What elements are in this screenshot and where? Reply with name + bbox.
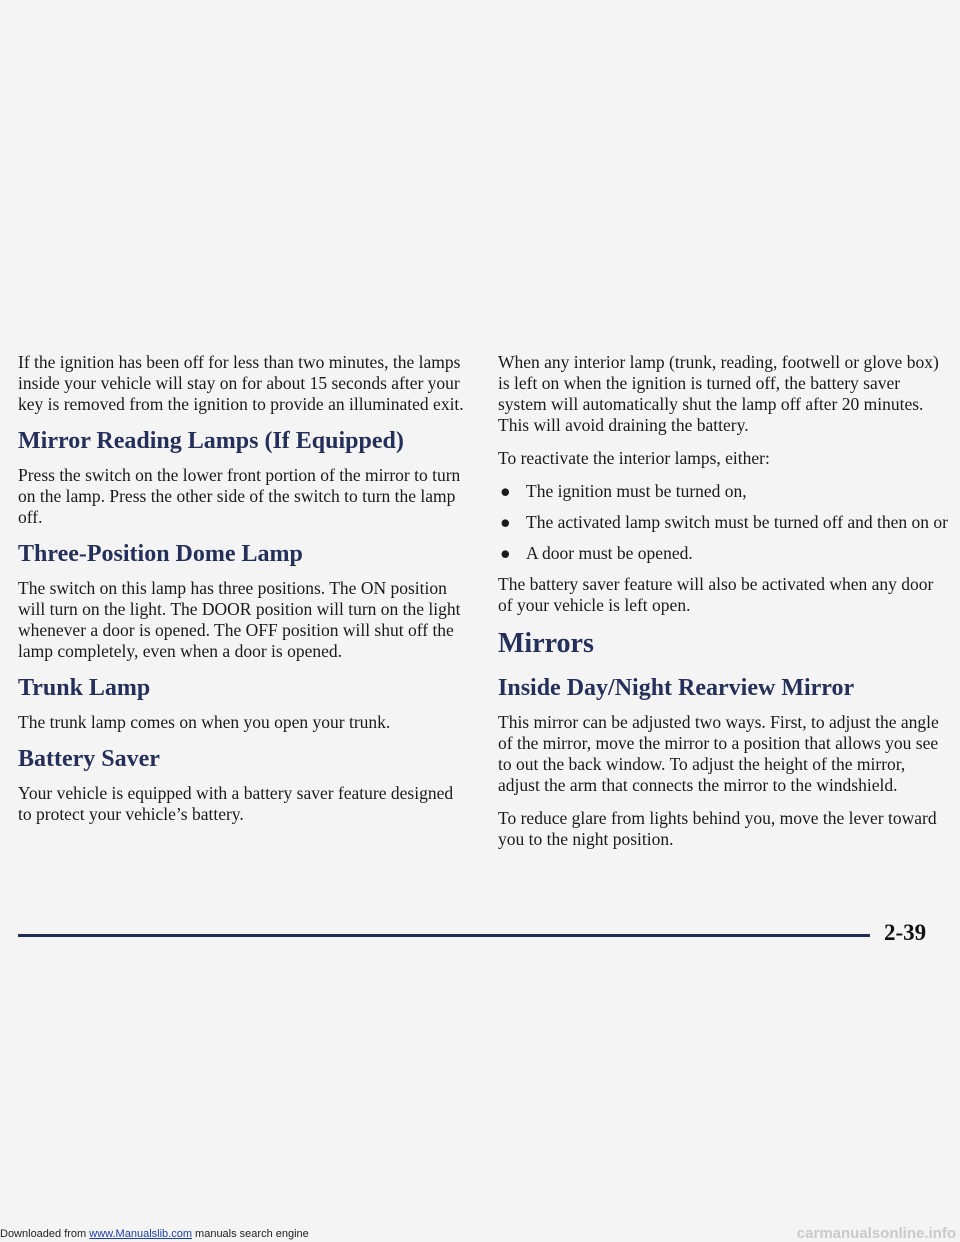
intro-paragraph: If the ignition has been off for less than two minutes, the lamps inside your vehicle will stay on for about 15 seconds after your key is removed from the ignition to provide an illuminated exit.	[18, 352, 464, 414]
glare-text: To reduce glare from lights behind you, move the lever toward you to the night position.	[498, 808, 937, 849]
mirror-reading-lamps-text: Press the switch on the lower front portion of the mirror to turn on the lamp. Press the other side of the switch to turn the lamp off.	[18, 465, 461, 527]
right-column	[498, 352, 948, 862]
footer-rule	[18, 934, 870, 937]
reactivate-list	[498, 481, 948, 564]
left-column	[18, 352, 464, 837]
battery-saver-heading: Battery Saver	[18, 746, 160, 772]
bullet-icon: ●	[500, 512, 511, 532]
page-number: 2-39	[884, 920, 927, 945]
download-footer: Downloaded from www.Manualslib.com manuals search engine	[0, 1228, 309, 1240]
manualslib-link[interactable]: www.Manualslib.com	[89, 1228, 192, 1240]
bullet-icon: ●	[500, 543, 511, 563]
watermark: carmanualsonline.info	[796, 1225, 956, 1242]
battery-saver-note: The battery saver feature will also be activated when any door of your vehicle is left open.	[498, 574, 934, 615]
list-item: ● The ignition must be turned on,	[500, 481, 747, 501]
mirrors-heading: Mirrors	[498, 628, 594, 659]
dome-lamp-text: The switch on this lamp has three positions. The ON position will turn on the light. The DOOR position will turn on the light whenever a door is opened. The OFF position will shut off the lamp completely, even when a door is opened.	[18, 578, 461, 661]
bullet-icon: ●	[500, 481, 511, 501]
trunk-lamp-heading: Trunk Lamp	[18, 675, 151, 701]
list-item: ● A door must be opened.	[500, 543, 693, 563]
reactivate-intro: To reactivate the interior lamps, either:	[498, 448, 770, 468]
mirror-reading-lamps-heading: Mirror Reading Lamps (If Equipped)	[18, 428, 404, 454]
list-item: ● The activated lamp switch must be turned off and then on or	[500, 512, 948, 532]
battery-saver-description: When any interior lamp (trunk, reading, footwell or glove box) is left on when the ignition is turned off, the battery saver system will automatically shut the lamp off after 20 minutes. This will avoid draining the battery.	[498, 352, 939, 435]
dome-lamp-heading: Three-Position Dome Lamp	[18, 541, 303, 567]
inside-mirror-text: This mirror can be adjusted two ways. First, to adjust the angle of the mirror, move the mirror to a position that allows you see to out the back window. To adjust the height of the mirror, adjust the arm that connects the mirror to the windshield.	[498, 712, 939, 795]
inside-mirror-heading: Inside Day/Night Rearview Mirror	[498, 675, 855, 701]
battery-saver-text: Your vehicle is equipped with a battery saver feature designed to protect your vehicle’s battery.	[18, 783, 454, 824]
trunk-lamp-text: The trunk lamp comes on when you open your trunk.	[18, 712, 391, 732]
